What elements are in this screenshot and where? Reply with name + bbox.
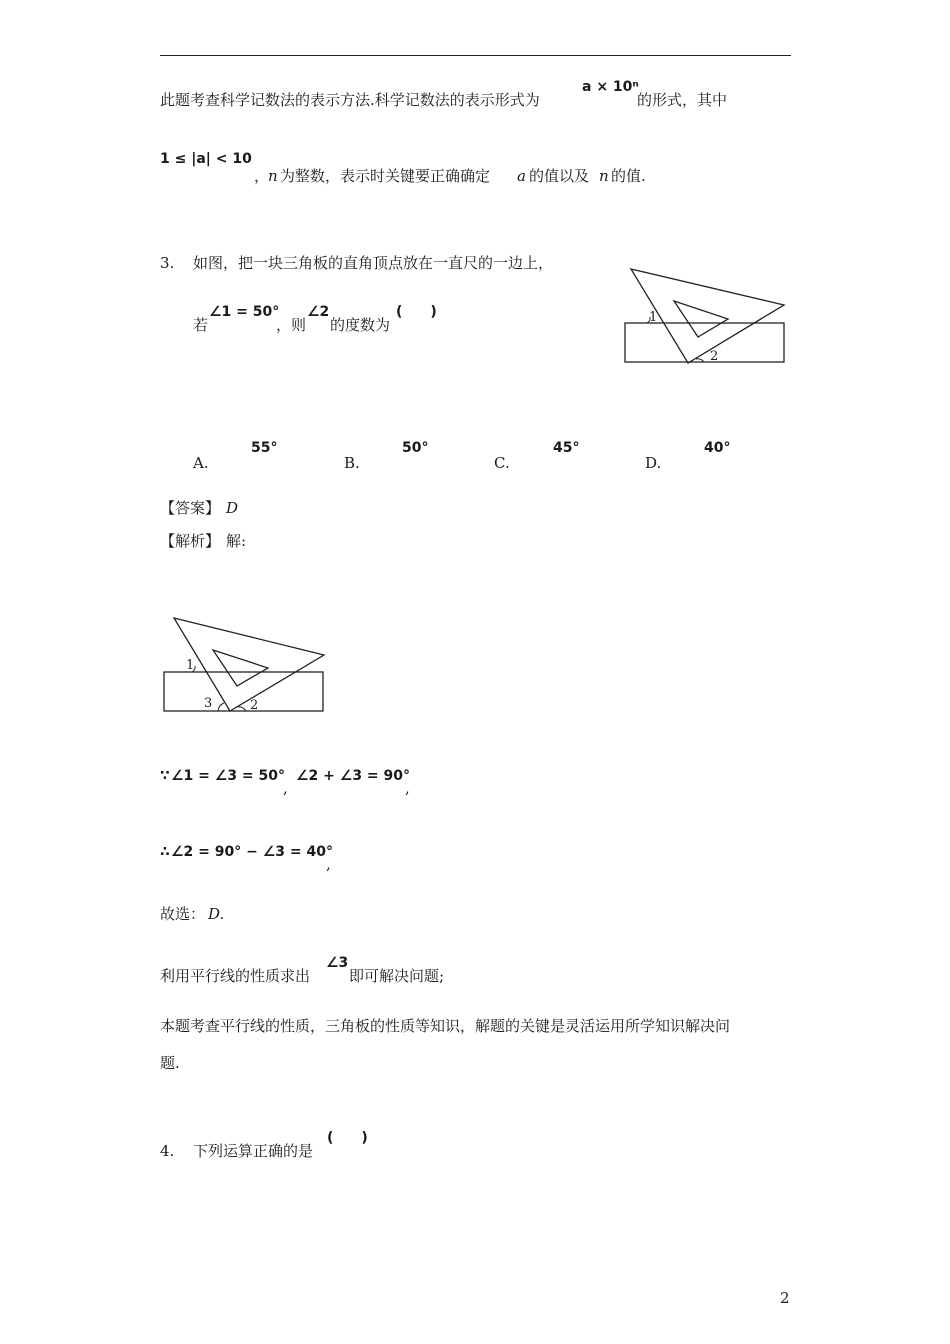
- question-3-then: ，则: [276, 316, 307, 334]
- choose-answer: D.: [208, 905, 225, 923]
- option-d-letter: D.: [645, 454, 662, 472]
- question-4-text: 下列运算正确的是: [193, 1142, 314, 1160]
- header-rule: [160, 55, 791, 56]
- option-b-letter: B.: [344, 454, 360, 472]
- prev-explanation-line2-b: 为整数，表示时关键要正确确定: [280, 167, 491, 185]
- formula-angle3: ∠3: [326, 955, 349, 971]
- answer-tag: 【答案】: [160, 499, 221, 517]
- question-3-if: 若: [193, 316, 209, 334]
- question-3-line1: 如图，把一块三角板的直角顶点放在一直尺的一边上，: [193, 254, 554, 272]
- option-a-letter: A.: [193, 454, 209, 472]
- option-c-letter: C.: [494, 454, 510, 472]
- prev-explanation-line2-d: 的值.: [611, 167, 646, 185]
- option-c-value: 45°: [553, 440, 580, 456]
- answer-value: D: [226, 499, 239, 517]
- figure-label-1: 1: [649, 310, 658, 325]
- formula-angle1-angle3: ∠1 = ∠3 = 50°: [171, 768, 286, 784]
- page-number: 2: [780, 1289, 790, 1307]
- analysis-tag: 【解析】: [160, 532, 221, 550]
- prev-explanation-line1: 此题考查科学记数法的表示方法.科学记数法的表示形式为: [160, 91, 540, 109]
- comma: ,: [405, 779, 410, 797]
- comma: ,: [326, 855, 331, 873]
- question-3-number: 3.: [160, 254, 175, 272]
- summary-line1: 本题考查平行线的性质，三角板的性质等知识，解题的关键是灵活运用所学知识解决问: [160, 1017, 731, 1035]
- question-3-paren: ( ): [396, 304, 437, 320]
- option-a-value: 55°: [251, 440, 278, 456]
- prev-explanation-line1-end: 的形式，其中: [637, 91, 728, 109]
- var-n-2: n: [599, 167, 609, 185]
- therefore-symbol: ∴: [160, 844, 170, 860]
- question-4-number: 4.: [160, 1142, 175, 1160]
- formula-a-range: 1 ≤ |a| < 10: [160, 151, 252, 167]
- formula-a-times-10n: a × 10ⁿ: [582, 79, 639, 95]
- option-d-value: 40°: [704, 440, 731, 456]
- formula-angle2-result: ∠2 = 90° − ∠3 = 40°: [171, 844, 333, 860]
- figure-label-2: 2: [710, 349, 719, 364]
- because-symbol: ∵: [160, 768, 170, 784]
- method-text: 利用平行线的性质求出: [160, 967, 311, 985]
- var-a: a: [517, 167, 526, 185]
- comma: ，: [254, 167, 270, 185]
- method-text-end: 即可解决问题;: [349, 967, 445, 985]
- formula-angle2-plus-angle3: ∠2 + ∠3 = 90°: [296, 768, 411, 784]
- summary-line2: 题.: [160, 1054, 180, 1072]
- var-n: n: [268, 167, 278, 185]
- prev-explanation-line2-c: 的值以及: [529, 167, 590, 185]
- question-3-degree: 的度数为: [330, 316, 391, 334]
- formula-angle1-50: ∠1 = 50°: [209, 304, 280, 320]
- option-b-value: 50°: [402, 440, 429, 456]
- question-4-paren: ( ): [327, 1130, 368, 1146]
- solution-label-2: 2: [250, 698, 259, 713]
- analysis-start: 解:: [226, 532, 247, 550]
- formula-angle2: ∠2: [307, 304, 330, 320]
- triangle-ruler-figure: [620, 262, 790, 372]
- solution-label-3: 3: [204, 696, 213, 711]
- solution-label-1: 1: [186, 658, 195, 673]
- comma: ,: [283, 779, 288, 797]
- choose-label: 故选：: [160, 905, 206, 923]
- solution-figure: [160, 612, 330, 717]
